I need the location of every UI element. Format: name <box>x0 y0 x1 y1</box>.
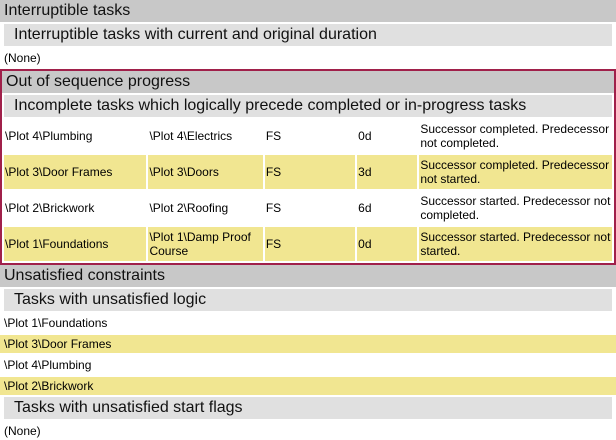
list-item[interactable]: \Plot 3\Door Frames <box>0 335 616 353</box>
subheader-unsatisfied-start-flags: Tasks with unsatisfied start flags <box>4 397 612 419</box>
lag-cell: 0d <box>358 129 372 143</box>
subheader-incomplete-tasks: Incomplete tasks which logically precede completed or in-progress tasks <box>4 95 612 117</box>
list-item[interactable]: \Plot 1\Foundations <box>4 316 108 330</box>
table-row[interactable] <box>4 227 612 261</box>
table-row[interactable] <box>4 119 612 153</box>
link-type-cell: FS <box>265 129 282 143</box>
successor-cell: \Plot 3\Door Frames <box>4 155 146 189</box>
status-cell: Successor started. Predecessor not completed. <box>420 194 611 222</box>
predecessor-cell: \Plot 2\Roofing <box>149 201 229 215</box>
link-type-cell: FS <box>265 155 355 189</box>
subheader-interruptible-durations: Interruptible tasks with current and original duration <box>4 24 612 46</box>
successor-cell: \Plot 1\Foundations <box>4 227 146 261</box>
lag-cell: 6d <box>358 201 372 215</box>
out-of-sequence-table <box>2 117 614 263</box>
list-item[interactable]: \Plot 2\Brickwork <box>0 377 616 395</box>
link-type-cell: FS <box>265 201 282 215</box>
status-cell: Successor started. Predecessor not started. <box>419 227 612 261</box>
table-row[interactable] <box>4 191 612 225</box>
lag-cell: 0d <box>357 227 417 261</box>
successor-cell: \Plot 4\Plumbing <box>5 129 93 143</box>
predecessor-cell: \Plot 4\Electrics <box>149 129 233 143</box>
status-cell: Successor completed. Predecessor not started. <box>419 155 612 189</box>
start-flags-none-text: (None) <box>4 424 41 438</box>
section-header-unsatisfied-constraints: Unsatisfied constraints <box>0 265 616 287</box>
subheader-unsatisfied-logic: Tasks with unsatisfied logic <box>4 289 612 311</box>
out-of-sequence-panel <box>0 69 616 265</box>
link-type-cell: FS <box>265 227 355 261</box>
lag-cell: 3d <box>357 155 417 189</box>
predecessor-cell: \Plot 1\Damp Proof Course <box>148 227 262 261</box>
section-header-interruptible-tasks: Interruptible tasks <box>0 0 616 22</box>
interruptible-none-text: (None) <box>4 51 41 65</box>
section-header-out-of-sequence: Out of sequence progress <box>2 71 614 93</box>
predecessor-cell: \Plot 3\Doors <box>148 155 262 189</box>
list-item[interactable]: \Plot 4\Plumbing <box>4 358 92 372</box>
status-cell: Successor completed. Predecessor not completed. <box>420 122 610 150</box>
successor-cell: \Plot 2\Brickwork <box>5 201 95 215</box>
table-row[interactable] <box>4 155 612 189</box>
